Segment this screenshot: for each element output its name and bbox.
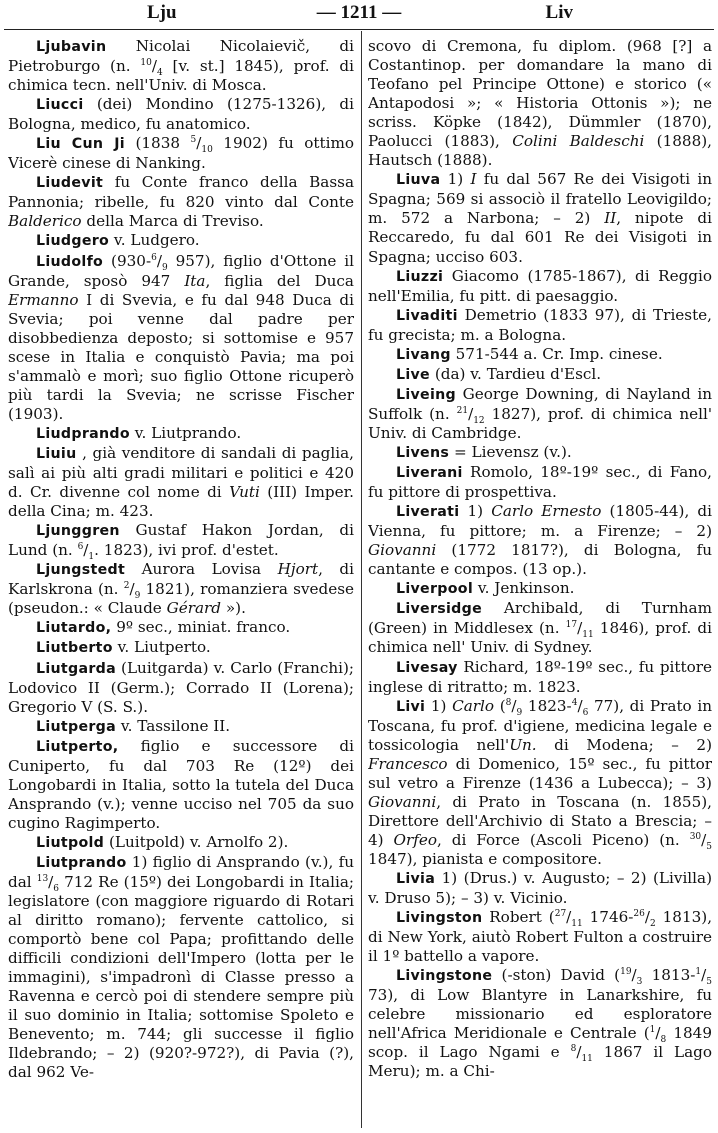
dictionary-entry (8, 444, 354, 521)
right-column (368, 37, 712, 1127)
dictionary-entry (368, 869, 712, 908)
entry-text: , già venditore di sandali di paglia, salì ai più alti gradi militari e politici e 420 d. Cr. divenne col nome di Vuti (III) Imper. della Cina; m. 423. (8, 443, 354, 521)
dictionary-entry (368, 463, 712, 502)
entry-headword: Liuiu (36, 445, 77, 462)
dictionary-entry (368, 658, 712, 697)
entry-headword: Livingston (396, 910, 483, 927)
dictionary-entry (368, 385, 712, 443)
entry-text: (1838 $^5/_{10}$ 1902) fu ottimo Vicerè cinese di Nanking. (8, 134, 354, 173)
entry-text: 571-544 a. Cr. Imp. cinese. (455, 344, 663, 363)
dictionary-entry (8, 737, 354, 833)
entry-headword: Livens (396, 444, 450, 461)
entry-headword: Liveing (396, 386, 456, 403)
dictionary-entry (368, 306, 712, 345)
entry-headword: Livi (396, 698, 426, 715)
entry-text: Aurora Lovisa Hjort, di Karlskrona (n. $^2/_9$ 1821), romanziera svedese (pseudon.: « Claude Gérard »). (8, 560, 354, 618)
dictionary-entry (368, 365, 712, 385)
entry-headword: Liutpold (36, 834, 105, 851)
entry-headword: Liutprando (36, 854, 127, 871)
entry-text: Archibald, di Turnham (Green) in Middlesex (n. $^{17}/_{11}$ 1846), prof. di chimica nell' Univ. di Sydney. (368, 599, 712, 657)
entry-text: Romolo, 18º-19º sec., di Fano, fu pittore di prospettiva. (368, 463, 712, 502)
entry-headword: Livaditi (396, 307, 458, 324)
dictionary-entry (368, 170, 712, 266)
dictionary-entry (8, 521, 354, 563)
entry-text: Demetrio (1833 97), di Trieste, fu grecista; m. a Bologna. (368, 305, 712, 344)
entry-headword: Ljubavin (36, 39, 107, 55)
dictionary-entry (8, 134, 354, 173)
entry-text: Nicolai Nicolaievič, di Pietroburgo (n. $^{10}/_4$ [v. st.] 1845), prof. di chimica tecn. nell'Univ. di Mosca. (8, 37, 354, 95)
entry-headword: Live (396, 366, 430, 383)
entry-text: fu Conte franco della Bassa Pannonia; ribelle, fu 820 vinto dal Conte Balderico della Marca di Treviso. (8, 173, 354, 231)
entry-text: (Luitpold) v. Arnolfo 2). (108, 832, 289, 851)
dictionary-entry (368, 37, 712, 170)
entry-headword: Livingstone (396, 968, 493, 985)
entry-headword: Liuzzi (396, 268, 444, 285)
header-rule (4, 29, 714, 30)
column-divider (361, 31, 362, 1128)
entry-text: ($930-^6/_9$ 957), figlio d'Ottone il Grande, sposò 947 Ita, figlia del Duca Ermanno I di Svevia, e fu dal 948 Duca di Svevia; poi venne dal padre per disobbedienza deposto; si sottomise e 957 scese in Italia e conquistò Pavia; ma poi s'ammalò e morì; suo figlio Ottone ricuperò più tardi la Svevia; ne scrisse Fischer (1903). (8, 251, 354, 423)
dictionary-entry (368, 502, 712, 579)
entry-headword: Liverpool (396, 581, 473, 598)
entry-text: (-ston) David ($^{19}/_3$ $1813-^1/_5$ 73), di Low Blantyre in Lanarkshire, fu celebre missionario ed esploratore nell'Africa Meridionale e Centrale ($^1/_8$ 1849 scop. il Lago Ngami e $^8/_{11}$ 1867 il Lago Meru); m. a Chi- (368, 966, 712, 1081)
dictionary-entry (8, 833, 354, 853)
dictionary-entry (368, 599, 712, 657)
entry-text: 9º sec., miniat. franco. (116, 618, 291, 637)
entry-text: scovo di Cremona, fu diplom. (968 [?] a Costantinop. per domandare la mano di Teofano pel Principe Ottone) e storico (« Antapodosi »; « Historia Ottonis »); ne scriss. Köpke (1842), Dümmler (1870), Paolucci (1883), Colini Baldeschi (1888), Hautsch (1888). (368, 37, 712, 170)
dictionary-entry (8, 638, 354, 658)
entry-text: (dei) Mondino (1275-1326), di Bologna, medico, fu anatomico. (8, 95, 354, 134)
dictionary-entry (8, 618, 354, 638)
dictionary-entry (8, 659, 354, 717)
entry-text: (da) v. Tardieu d'Escl. (434, 364, 602, 383)
entry-headword: Livesay (396, 659, 458, 676)
entry-text: 1) Carlo ($^8/_9$ $1823-^4/_6$ 77), di Prato in Toscana, fu prof. d'igiene, medicina legale e tossicologia nell'Un. di Modena; – 2) Francesco di Domenico, 15º sec., fu pittor sul vetro a Firenze (1436 a Lubecca); – 3) Giovanni, di Prato in Toscana (n. 1855), Direttore dell'Archivio di Stato a Brescia; – 4) Orfeo, di Force (Ascoli Piceno) (n. $^{30}/_5$ 1847), pianista e compositore. (368, 696, 712, 868)
entry-headword: Liutardo, (36, 620, 112, 637)
dictionary-entry (8, 560, 354, 618)
dictionary-entry (8, 424, 354, 444)
entry-headword: Liverati (396, 504, 460, 521)
dictionary-entry (368, 345, 712, 365)
entry-text: figlio e successore di Cuniperto, fu dal 703 Re (12º) dei Longobardi in Italia, sotto la tutela del Duca Ansprando (v.); venne ucciso nel 705 da suo cugino Ragimperto. (8, 736, 354, 832)
entry-headword: Ljunggren (36, 523, 120, 540)
dictionary-entry (8, 717, 354, 737)
dictionary-entry (368, 443, 712, 463)
entry-headword: Livia (396, 871, 436, 888)
dictionary-entry (8, 37, 354, 95)
dictionary-entry (8, 95, 354, 134)
header-left-guide-word: Lju (147, 2, 177, 23)
entry-text: 1) figlio di Ansprando (v.), fu dal $^{13}/_6$ 712 Re (15º) dei Longobardi in Italia; legislatore (con maggiore riguardo di Rotari al diritto romano); fervente cattolico, si comportò bene col Papa; profittando delle difficili condizioni dell'Impero (lotta per le immagini), s'impadronì di Classe presso a Ravenna e cercò poi di stendere sempre più il suo dominio in Italia; sottomise Spoleto e Benevento; m. 744; gli successe il figlio Ildebrando; – 2) (920?-972?), di Pavia (?), dal 962 Ve- (8, 852, 354, 1082)
dictionary-entry (368, 579, 712, 599)
entry-headword: Liu Cun Ji (36, 136, 125, 153)
header-right-guide-word: Liv (545, 2, 573, 23)
entry-headword: Liutperto, (36, 738, 119, 755)
entry-text: v. Liutprando. (134, 423, 242, 442)
entry-text: = Lievensz (v.). (453, 442, 572, 461)
entry-text: George Downing, di Nayland in Suffolk (n. $^{21}/_{12}$ 1827), prof. di chimica nell' Univ. di Cambridge. (368, 384, 712, 442)
entry-text: Robert ($^{27}/_{11}$ $1746-^{26}/_2$ 1813), di New York, aiutò Robert Fulton a costruire il 1º battello a vapore. (368, 908, 712, 966)
entry-text: 1) (Drus.) v. Augusto; – 2) (Livilla) v. Druso 5); – 3) v. Vicinio. (368, 869, 712, 908)
entry-headword: Liutgarda (36, 660, 116, 677)
dictionary-entry (368, 966, 712, 1081)
entry-headword: Liudolfo (36, 253, 104, 270)
page-number: — 1211 — (316, 2, 402, 23)
entry-headword: Liucci (36, 97, 84, 114)
entry-text: v. Ludgero. (113, 231, 200, 250)
entry-headword: Liuva (396, 172, 441, 189)
left-column (8, 37, 354, 1127)
dictionary-entry (368, 697, 712, 869)
entry-headword: Liudgero (36, 233, 110, 250)
dictionary-entry (8, 231, 354, 251)
entry-text: v. Jenkinson. (477, 579, 575, 598)
entry-text: 1) I fu dal 567 Re dei Visigoti in Spagna; 569 si associò il fratello Leovigildo; m. 572 a Narbona; – 2) II, nipote di Reccaredo, fu dal 601 Re dei Visigoti in Spagna; ucciso 603. (368, 170, 712, 266)
entry-headword: Liverani (396, 465, 463, 482)
dictionary-entry (8, 173, 354, 231)
dictionary-entry (368, 908, 712, 966)
dictionary-entry (8, 853, 354, 1083)
dictionary-entry (8, 252, 354, 424)
running-header (0, 2, 718, 28)
entry-text: (Luitgarda) v. Carlo (Franchi); Lodovico II (Germ.); Corrado II (Lorena); Gregorio V (S. S.). (8, 658, 354, 716)
entry-text: Richard, 18º-19º sec., fu pittore inglese di ritratto; m. 1823. (368, 657, 712, 696)
entry-text: v. Liutperto. (117, 638, 211, 657)
entry-headword: Livang (396, 346, 451, 363)
entry-headword: Ljungstedt (36, 562, 126, 579)
entry-headword: Liudevit (36, 175, 104, 192)
dictionary-entry (368, 267, 712, 306)
entry-headword: Liversidge (396, 601, 483, 618)
entry-text: Giacomo (1785-1867), di Reggio nell'Emilia, fu pitt. di paesaggio. (368, 266, 712, 305)
entry-headword: Liutperga (36, 718, 116, 735)
entry-text: 1) Carlo Ernesto (1805-44), di Vienna, fu pittore; m. a Firenze; – 2) Giovanni (1772 1817?), di Bologna, fu cantante e compos. (13 op.). (368, 502, 712, 579)
entry-headword: Liutberto (36, 640, 113, 657)
entry-text: Gustaf Hakon Jordan, di Lund (n. $^6/_1$. 1823), ivi prof. d'estet. (8, 521, 354, 563)
entry-headword: Liudprando (36, 425, 130, 442)
entry-text: v. Tassilone II. (120, 716, 231, 735)
